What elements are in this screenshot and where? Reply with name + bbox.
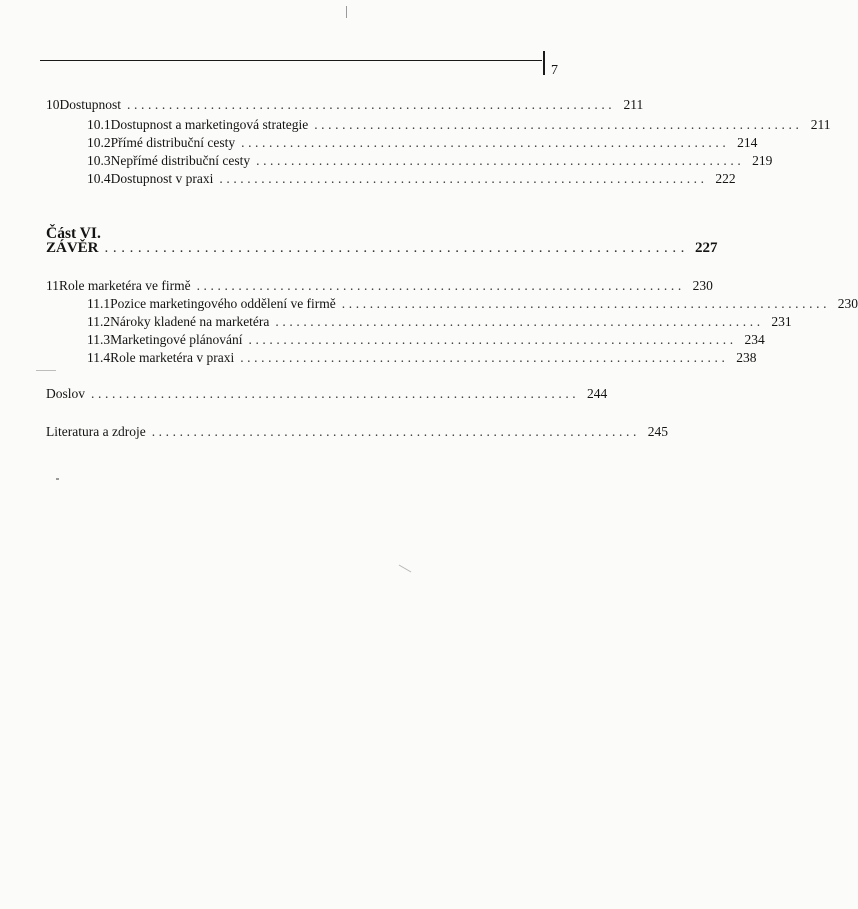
part-title: ZÁVĚR xyxy=(46,240,99,256)
scan-speck xyxy=(399,565,412,573)
toc-number: 11 xyxy=(46,278,59,293)
toc-doslov[interactable] xyxy=(46,386,608,404)
toc-number: 10.3 xyxy=(87,153,111,168)
toc-title: Dostupnost a marketingová strategie xyxy=(110,117,309,132)
scan-speck xyxy=(36,370,56,371)
toc-section-11-1[interactable] xyxy=(46,296,858,314)
toc-section-11-2[interactable] xyxy=(46,314,792,332)
part-label: Část VI. xyxy=(46,225,101,242)
dot-leader: ...................................................................... xyxy=(248,332,737,347)
dot-leader: ...................................................................... xyxy=(275,314,764,329)
toc-literatura[interactable] xyxy=(46,424,668,442)
dot-leader: ...................................................................... xyxy=(256,153,745,168)
toc-title: Marketingové plánování xyxy=(110,332,243,347)
toc-title: Nepřímé distribuční cesty xyxy=(110,153,251,168)
dot-leader: ...................................................................... xyxy=(314,117,803,132)
dot-leader: ...................................................................... xyxy=(241,135,730,150)
header-bar xyxy=(543,51,545,75)
toc-section-11-4[interactable] xyxy=(46,350,757,368)
toc-title: Přímé distribuční cesty xyxy=(110,135,236,150)
toc-number: 10.4 xyxy=(87,171,111,186)
toc-page: 230 xyxy=(692,278,713,293)
toc-page: 231 xyxy=(771,314,792,329)
toc-part-title[interactable] xyxy=(46,240,718,258)
toc-title: Dostupnost xyxy=(59,97,122,112)
toc-number: 11.2 xyxy=(87,314,111,329)
scan-speck xyxy=(346,6,347,18)
toc-page: 238 xyxy=(736,350,757,365)
toc-number: 11.3 xyxy=(87,332,111,347)
toc-section-10-3[interactable] xyxy=(46,153,773,171)
toc-title: Pozice marketingového oddělení ve firmě xyxy=(110,296,336,311)
part-page: 227 xyxy=(695,240,718,256)
toc-page: 219 xyxy=(752,153,773,168)
dot-leader: ...................................................................... xyxy=(104,240,690,256)
toc-page: 234 xyxy=(744,332,765,347)
toc-number: 11.4 xyxy=(87,350,111,365)
dot-leader: ...................................................................... xyxy=(219,171,708,186)
toc-section-10-1[interactable] xyxy=(46,117,831,135)
toc-chapter-11[interactable] xyxy=(46,278,713,296)
toc-page: 222 xyxy=(715,171,736,186)
dot-leader: ...................................................................... xyxy=(127,97,616,112)
toc-title: Role marketéra v praxi xyxy=(110,350,235,365)
scan-speck xyxy=(56,478,59,480)
toc-title: Nároky kladené na marketéra xyxy=(110,314,270,329)
toc-number: 10 xyxy=(46,97,60,112)
toc-chapter-10[interactable] xyxy=(46,97,644,115)
toc-page: 214 xyxy=(737,135,758,150)
toc-page: 211 xyxy=(810,117,831,132)
toc-page: 244 xyxy=(587,386,608,401)
dot-leader: ...................................................................... xyxy=(341,296,831,311)
toc-number: 10.1 xyxy=(87,117,111,132)
toc-page: 245 xyxy=(647,424,668,439)
toc-page: 211 xyxy=(623,97,644,112)
toc-title: Doslov xyxy=(46,386,86,401)
toc-section-11-3[interactable] xyxy=(46,332,765,350)
dot-leader: ...................................................................... xyxy=(240,350,729,365)
dot-leader: ...................................................................... xyxy=(91,386,580,401)
toc-title: Literatura a zdroje xyxy=(46,424,146,439)
toc-section-10-4[interactable] xyxy=(46,171,736,189)
page-number: 7 xyxy=(551,63,558,78)
toc-title: Role marketéra ve firmě xyxy=(59,278,191,293)
toc-page: 230 xyxy=(837,296,858,311)
toc-number: 10.2 xyxy=(87,135,111,150)
header-rule xyxy=(40,60,542,61)
dot-leader: ...................................................................... xyxy=(151,424,640,439)
toc-number: 11.1 xyxy=(87,296,111,311)
toc-section-10-2[interactable] xyxy=(46,135,758,153)
dot-leader: ...................................................................... xyxy=(196,278,685,293)
toc-title: Dostupnost v praxi xyxy=(110,171,214,186)
